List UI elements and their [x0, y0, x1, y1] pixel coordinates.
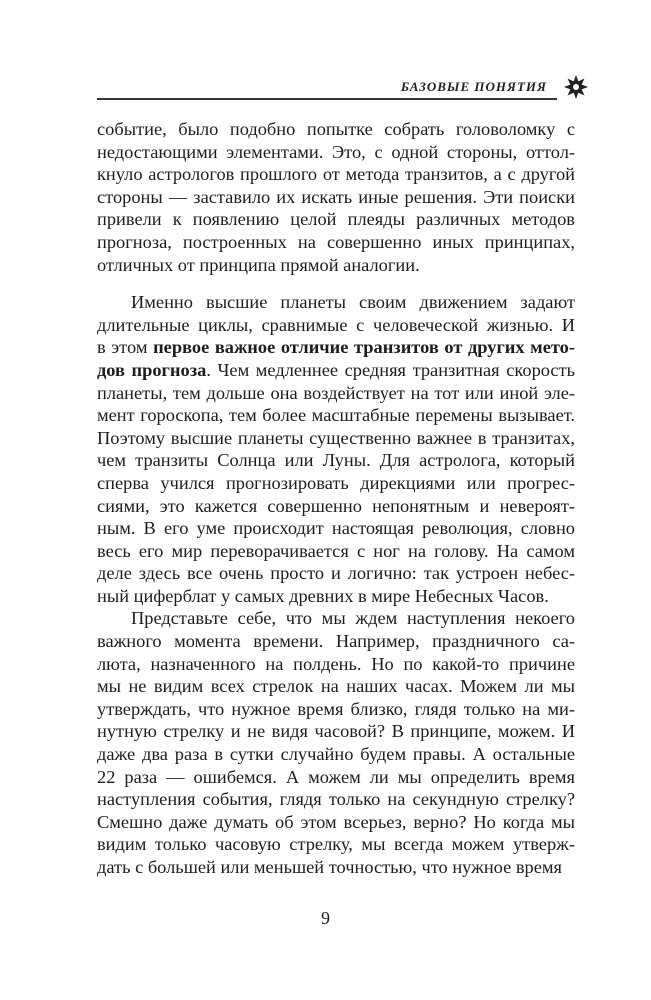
text-line	[97, 314, 575, 337]
text-line	[97, 540, 575, 563]
text-run: прогноза, построенных на совершенно иных принципах,	[97, 231, 575, 252]
text-line	[97, 630, 575, 653]
bold-text: дов прогноза	[97, 359, 207, 380]
text-run: стороны — заставило их искать иные решения. Эти поиски	[97, 186, 575, 207]
header-rule	[97, 98, 557, 100]
text-run: деле здесь все очень просто и логично: так устроен небес-	[97, 563, 575, 584]
text-line	[97, 607, 575, 630]
text-run: дать с большей или меньшей точностью, что нужное время	[97, 857, 562, 877]
text-line	[97, 720, 575, 743]
text-line	[97, 653, 575, 676]
text-line	[97, 698, 575, 721]
section-title: БАЗОВЫЕ ПОНЯТИЯ	[400, 79, 547, 94]
text-line	[97, 788, 575, 811]
text-line	[97, 517, 575, 540]
text-line	[97, 766, 575, 789]
text-line	[97, 359, 575, 382]
text-run: длительные циклы, сравнимые с человеческой жизнью. И	[97, 314, 575, 335]
text-line	[97, 291, 575, 314]
text-run: отличных от принципа прямой аналогии.	[97, 254, 420, 275]
text-run: чем транзиты Солнца или Луны. Для астролога, который	[97, 450, 575, 471]
text-run: мент гороскопа, тем более масштабные перемены вызывает.	[97, 405, 575, 426]
page-number: 9	[321, 908, 330, 928]
text-line	[97, 585, 575, 608]
text-line	[97, 336, 575, 359]
running-header	[97, 74, 597, 100]
text-line	[97, 254, 575, 277]
text-run: недостающими элементами. Это, с одной стороны, оттол-	[97, 141, 575, 162]
text-run: видим только часовую стрелку, мы всегда можем утверж-	[97, 834, 575, 855]
text-line	[97, 495, 575, 518]
text-line	[97, 675, 575, 698]
text-line	[97, 562, 575, 585]
text-run: в этом	[97, 337, 154, 358]
text-run: даже два раза в сутки случайно будем правы. А остальные	[97, 744, 575, 765]
text-run: нутную стрелку и не видя часовой? В принципе, можем. И	[97, 721, 575, 742]
text-run: Смешно даже думать об этом всерьез, верно? Но когда мы	[97, 811, 575, 832]
text-run: весь его мир переворачивается с ног на голову. На самом	[97, 540, 575, 561]
text-run: люта, назначенного на полдень. Но по какой-то причине	[97, 653, 575, 674]
text-run: ный циферблат у самых древних в мире Небесных Часов.	[97, 585, 549, 606]
text-run: Поэтому высшие планеты существенно важнее в транзитах,	[97, 427, 575, 448]
text-run: 22 раза — ошибемся. А можем ли мы определить время	[97, 766, 575, 787]
text-run: Представьте себе, что мы ждем наступления некоего	[131, 608, 575, 629]
text-line	[97, 141, 575, 164]
bold-text: первое важное отличие транзитов от других мето-	[153, 337, 575, 358]
sun-icon	[563, 74, 589, 100]
text-run: сперва учился прогнозировать дирекциями или прогрес-	[97, 472, 575, 493]
text-run: ным. В его уме происходит настоящая революция, словно	[97, 518, 575, 539]
text-run: привели к появлению целой плеяды различных методов	[97, 209, 575, 230]
text-run: наступления события, глядя только на секундную стрелку?	[97, 789, 575, 810]
text-line	[97, 118, 575, 141]
text-line	[97, 833, 575, 856]
text-line	[97, 856, 575, 879]
text-run: кнуло астрологов прошлого от метода транзитов, а с другой	[97, 164, 575, 185]
text-line	[97, 743, 575, 766]
text-line	[97, 427, 575, 450]
text-line	[97, 382, 575, 405]
text-line	[97, 231, 575, 254]
text-run: событие, было подобно попытке собрать головоломку с	[97, 119, 575, 139]
text-line	[97, 163, 575, 186]
text-run: важного момента времени. Например, праздничного са-	[97, 631, 575, 652]
text-run: утверждать, что нужное время близко, глядя только на ми-	[97, 698, 575, 719]
text-line	[97, 449, 575, 472]
text-run: мы не видим всех стрелок на наших часах. Можем ли мы	[97, 676, 575, 697]
text-line	[97, 811, 575, 834]
text-run: . Чем медленнее средняя транзитная скорость	[206, 359, 575, 380]
body-text	[97, 118, 575, 879]
text-run: планеты, тем дольше она воздействует на тот или иной эле-	[97, 382, 575, 403]
text-line	[97, 208, 575, 231]
text-line	[97, 472, 575, 495]
text-run: сиями, это кажется совершенно непонятным и невероят-	[97, 495, 575, 516]
text-run: Именно высшие планеты своим движением задают	[131, 292, 575, 313]
text-line	[97, 186, 575, 209]
text-line	[97, 404, 575, 427]
